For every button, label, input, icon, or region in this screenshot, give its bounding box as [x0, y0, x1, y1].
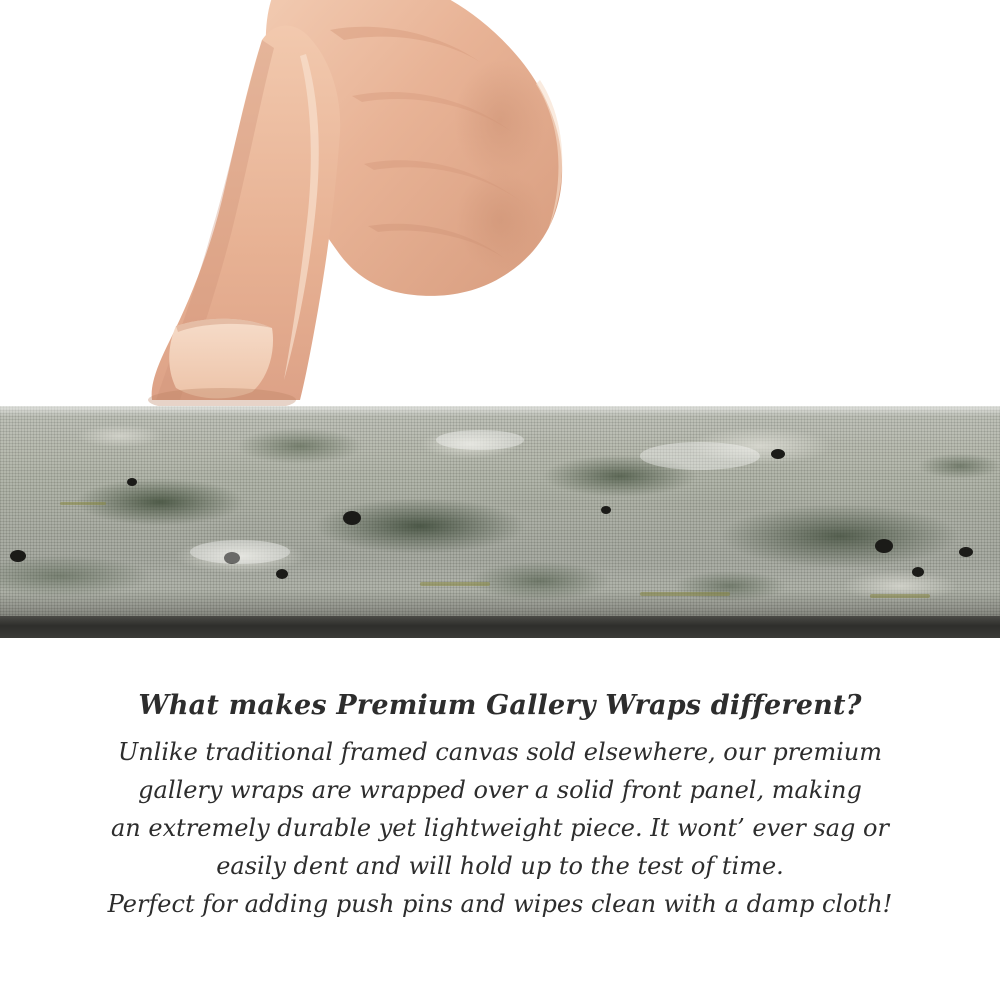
- caption-line: Perfect for adding push pins and wipes clean with a damp cloth!: [107, 890, 893, 918]
- caption-line: Unlike traditional framed canvas sold elsewhere, our premium: [117, 738, 882, 766]
- canvas-edge-photo: [0, 406, 1000, 638]
- caption-block: [0, 690, 1000, 923]
- caption-line: gallery wraps are wrapped over a solid front panel, making: [138, 776, 862, 804]
- canvas-side-edge: [0, 616, 1000, 638]
- index-finger: [148, 26, 340, 411]
- hand-photo: [0, 0, 1000, 410]
- canvas-bottom-shadow: [0, 590, 1000, 616]
- canvas-texture-specks: [0, 406, 1000, 618]
- caption-line: an extremely durable yet lightweight piece. It wont’ ever sag or: [111, 814, 889, 842]
- hand-illustration: [0, 0, 1000, 410]
- caption-heading: What makes Premium Gallery Wraps different?: [138, 690, 862, 721]
- caption-line: easily dent and will hold up to the test of time.: [216, 852, 784, 880]
